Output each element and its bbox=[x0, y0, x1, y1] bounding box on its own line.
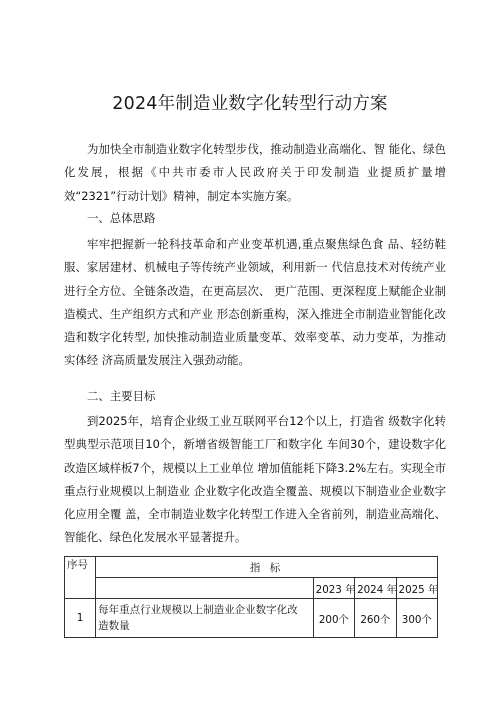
section-heading-overall: 一、总体思路 bbox=[87, 211, 156, 225]
header-blank-cell bbox=[96, 578, 314, 599]
section-heading-goals: 二、主要目标 bbox=[87, 389, 156, 403]
indicator-table bbox=[64, 556, 438, 638]
row-number-cell: 1 bbox=[65, 599, 96, 638]
main-goals-paragraph: 到2025年，培育企业级工业互联网平台12个以上，打造省 级数字化转型典型示范项目10个，新增省级智能工厂和数字化 车间30个，建设数字化改造区域样板7个，规模以上工业单位 增加值能耗下降3.2%左右。实现全市重点行业规模以上制造业 企业数字化改造全覆盖、规模以下制造业企业数字化应用全覆 盖，全市制造业数字化转型工作进入全省前列，制造业高端化、 智能化、绿色化发展水平显著提升。 bbox=[64, 414, 446, 545]
row-value-cell: 200个 bbox=[313, 599, 354, 638]
header-number-cell: 序号 bbox=[65, 557, 96, 599]
row-value-cell: 300个 bbox=[396, 599, 437, 638]
header-year-cell: 2023 年 bbox=[313, 578, 354, 599]
table-year-row bbox=[65, 578, 438, 599]
header-year-cell: 2025 年 bbox=[396, 578, 437, 599]
overall-approach-paragraph: 牢牢把握新一轮科技革命和产业变革机遇,重点聚焦绿色食 品、轻纺鞋服、家居建材、机械电子等传统产业领域，利用新一 代信息技术对传统产业进行全方位、全链条改造，在更高层次、 更广范围、更深程度上赋能企业制造模式、生产组织方式和产业 形态创新重构，深入推进全市制造业智能化改造和数字化转型, 加快推动制造业质量变革、效率变革、动力变革，为推动实体经 济高质量发展注入强劲动能。 bbox=[64, 237, 446, 368]
document-title: 2024年制造业数字化转型行动方案 bbox=[112, 94, 388, 114]
table-row bbox=[65, 599, 438, 638]
header-year-cell: 2024 年 bbox=[355, 578, 396, 599]
header-indicator-cell: 指 标 bbox=[96, 557, 438, 578]
table-header-row bbox=[65, 557, 438, 578]
intro-paragraph: 为加快全市制造业数字化转型步伐，推动制造业高端化、智 能化、绿色化发展，根据《中共市委市人民政府关于印发制造 业提质扩量增效“2321”行动计划》精神，制定本实施方案。 bbox=[64, 142, 446, 203]
row-indicator-cell: 每年重点行业规模以上制造业企业数字化改 造数量 bbox=[96, 599, 314, 638]
row-value-cell: 260个 bbox=[355, 599, 396, 638]
